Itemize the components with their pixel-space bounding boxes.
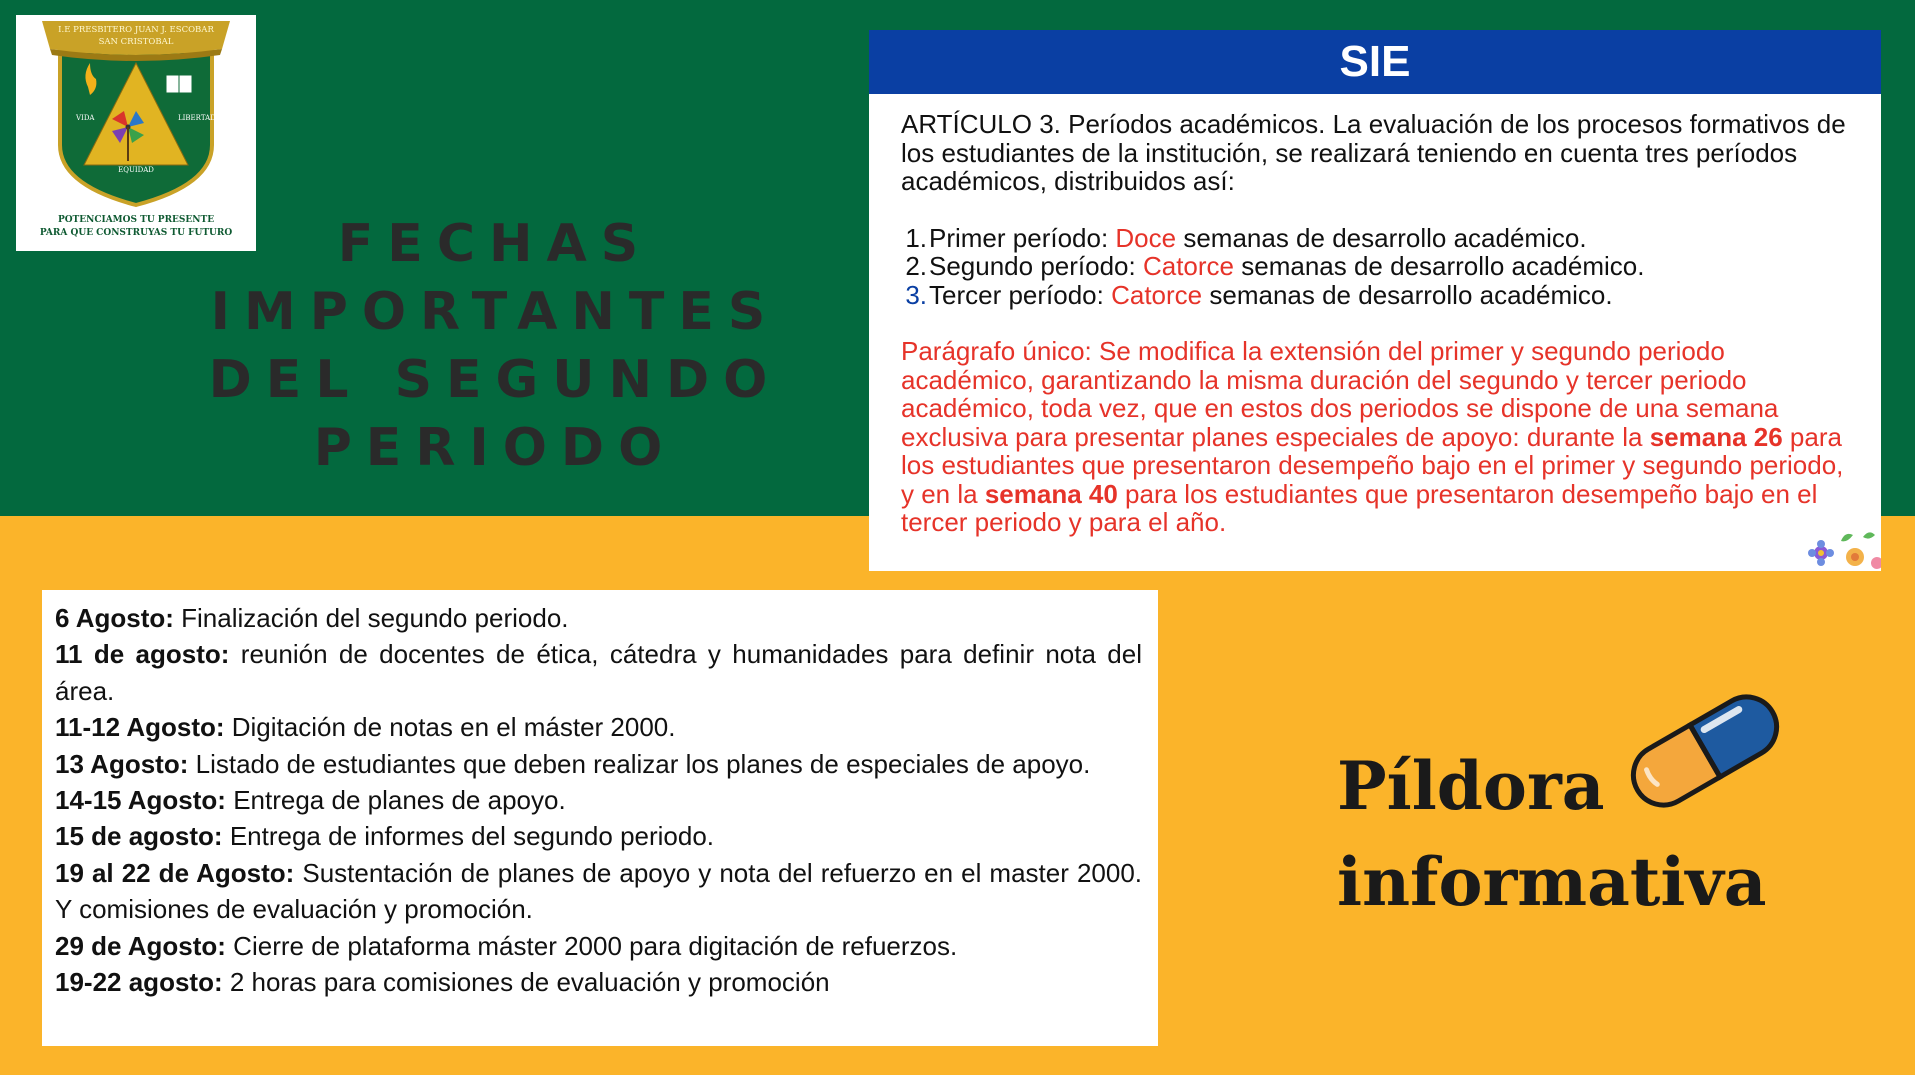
paragraph-week-26: semana 26: [1649, 421, 1783, 452]
period-weeks: Catorce: [1142, 251, 1235, 281]
period-number: 2.: [905, 251, 927, 281]
period-number: 1.: [905, 222, 927, 253]
period-label: Segundo período:: [929, 251, 1143, 281]
paragraph-week-40: semana 40: [984, 478, 1118, 509]
title-line-2: IMPORTANTES: [210, 282, 780, 342]
list-item: [55, 746, 1142, 782]
logo-right-label: LIBERTAD: [178, 114, 216, 122]
pill-icon: [1605, 676, 1805, 826]
date-description: Finalización del segundo periodo.: [173, 603, 569, 633]
date-description: Digitación de notas en el máster 2000.: [224, 712, 676, 743]
list-item: [55, 818, 1142, 854]
dates-list: [55, 600, 1142, 1000]
date-label: 19-22 agosto:: [55, 967, 223, 998]
paragraph-text-3: para los estudiantes que presentaron desempeño bajo en el tercer periodo y para el año.: [901, 478, 1818, 537]
title-line-4: PERIODO: [313, 418, 677, 478]
date-description: Entrega de informes del segundo periodo.: [222, 821, 715, 852]
period-rest: semanas de desarrollo académico.: [1234, 251, 1645, 281]
logo-left-label: VIDA: [76, 114, 95, 122]
logo-banner-line2: SAN CRISTOBAL: [98, 37, 174, 47]
date-label: 29 de Agosto:: [55, 930, 226, 961]
logo-motto-line2: PARA QUE CONSTRUYAS TU FUTURO: [39, 228, 233, 238]
period-weeks: Catorce: [1111, 279, 1203, 310]
list-item: [901, 252, 1861, 281]
sie-article: ARTÍCULO 3. Períodos académicos. La evaluación de los procesos formativos de los estudiantes de la institución, se realizará teniendo en cuenta tres períodos académicos, distribuidos así:: [901, 109, 1846, 196]
list-item: [55, 855, 1142, 928]
period-label: Tercer período:: [929, 279, 1112, 310]
period-rest: semanas de desarrollo académico.: [1176, 222, 1587, 253]
sie-paragraph: [901, 337, 1861, 537]
date-description: Entrega de planes de apoyo.: [225, 785, 566, 816]
date-label: 11 de agosto:: [55, 639, 230, 670]
pildora-line-2: informativa: [1337, 843, 1767, 921]
sie-period-list: [901, 224, 1861, 310]
title-line-1: FECHAS: [337, 214, 653, 274]
list-item: [55, 928, 1142, 964]
period-label: Primer período:: [929, 222, 1116, 253]
paragraph-text-2: para los estudiantes que presentaron desempeño bajo en el primer y segundo periodo, y en la: [901, 421, 1844, 509]
logo-banner-text: [16, 24, 256, 48]
logo-banner-line1: I.E PRESBITERO JUAN J. ESCOBAR: [58, 25, 214, 35]
title-line-3: DEL SEGUNDO: [208, 350, 782, 410]
date-label: 11-12 Agosto:: [55, 712, 225, 743]
date-description: Cierre de plataforma máster 2000 para digitación de refuerzos.: [225, 930, 958, 961]
list-item: [901, 281, 1861, 310]
date-description: reunión de docentes de ética, cátedra y humanidades para definir nota del área.: [55, 639, 1142, 706]
date-label: 15 de agosto:: [55, 821, 223, 852]
list-item: [901, 224, 1861, 253]
list-item: [55, 600, 1142, 636]
logo-motto-line1: POTENCIAMOS TU PRESENTE: [57, 215, 215, 225]
list-item: [55, 709, 1142, 745]
date-label: 13 Agosto:: [55, 748, 189, 779]
date-label: 14-15 Agosto:: [55, 785, 226, 816]
list-item: [55, 636, 1142, 709]
period-number: 3.: [905, 279, 927, 310]
sie-header: SIE: [869, 30, 1881, 94]
date-label: 6 Agosto:: [55, 603, 174, 633]
period-rest: semanas de desarrollo académico.: [1202, 279, 1613, 310]
flowers-decoration-icon: [1797, 527, 1881, 571]
pildora-line-1: Píldora: [1337, 747, 1605, 825]
dates-card: [42, 590, 1158, 1046]
logo-bottom-label: EQUIDAD: [118, 166, 154, 174]
list-item: [55, 964, 1142, 1000]
period-weeks: Doce: [1115, 222, 1177, 253]
date-label: 19 al 22 de Agosto:: [55, 857, 295, 888]
paragraph-text-1: Parágrafo único: Se modifica la extensión del primer y segundo periodo académico, garantizando la misma duración del segundo y tercer periodo académico, toda vez, que en estos dos periodos se dispone de una semana exclusiva para presentar planes especiales de apoyo: durante la: [901, 336, 1779, 452]
page-title: [175, 210, 815, 482]
sie-body: [901, 110, 1861, 563]
date-description: Sustentación de planes de apoyo y nota del refuerzo en el master 2000. Y comisiones de evaluación y promoción.: [55, 857, 1143, 925]
sie-card: [869, 30, 1881, 571]
date-description: Listado de estudiantes que deben realizar los planes de especiales de apoyo.: [188, 748, 1091, 779]
date-description: 2 horas para comisiones de evaluación y promoción: [222, 967, 830, 998]
list-item: [55, 782, 1142, 818]
